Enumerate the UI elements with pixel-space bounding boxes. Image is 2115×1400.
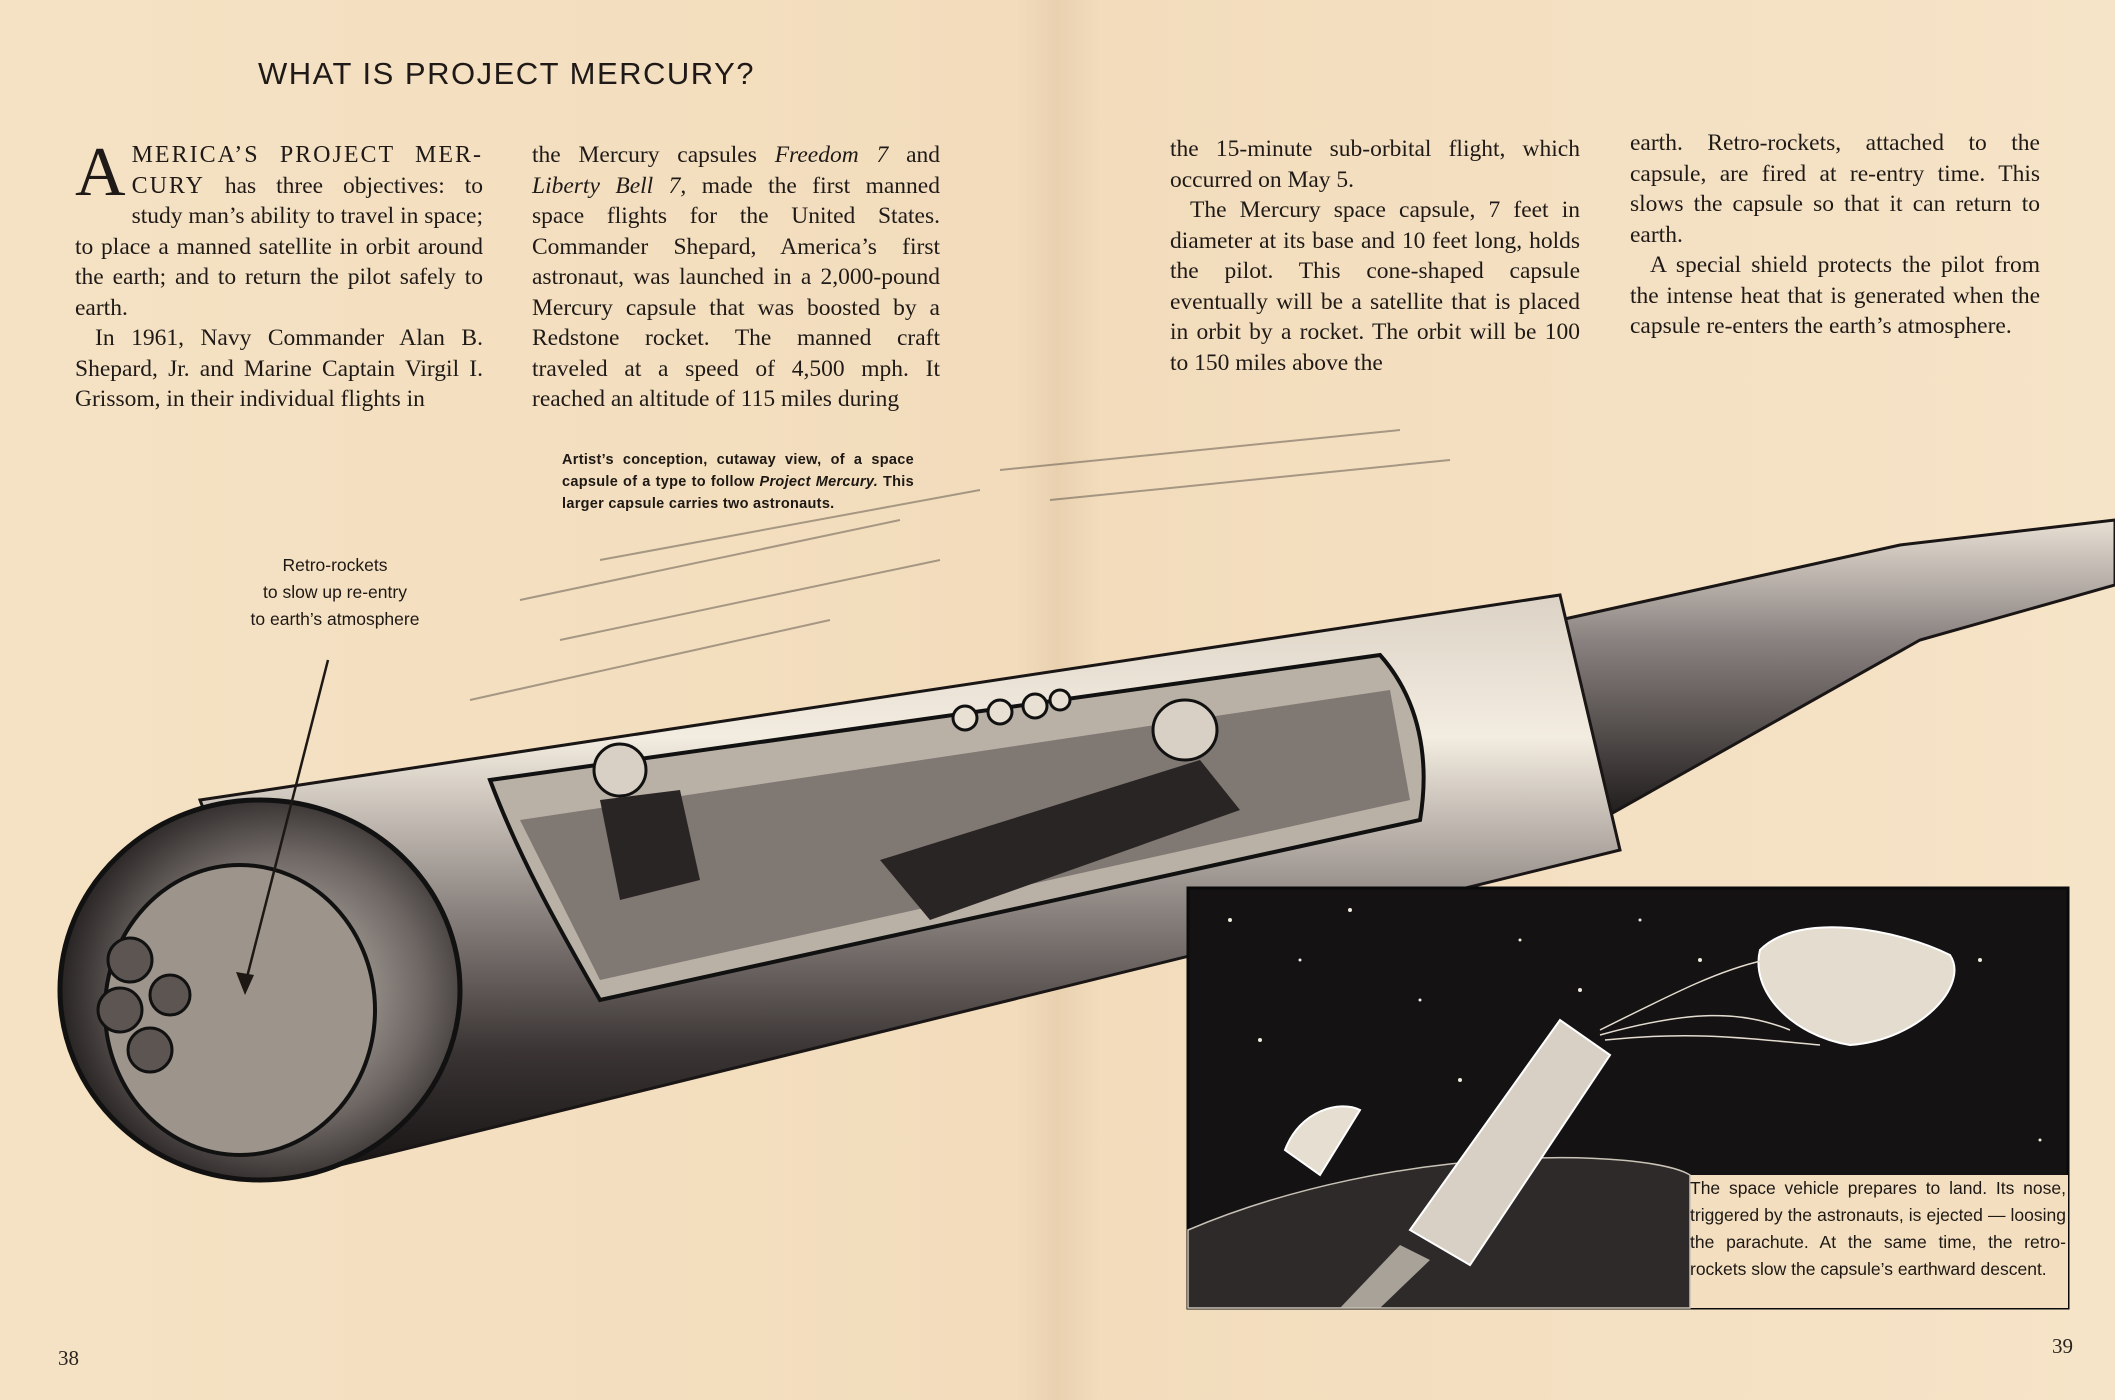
capsule-name-liberty: Liberty Bell 7,	[532, 172, 687, 199]
page-heading: WHAT IS PROJECT MERCURY?	[258, 56, 756, 91]
capsule-name-freedom: Freedom 7	[774, 142, 889, 168]
paragraph-text: and	[888, 142, 941, 168]
nose-cone	[1560, 520, 2115, 820]
paragraph-retro: earth. Retro-rockets, attached to the capsule, are fired at re-entry time. This slows the capsule so that it can return to earth.	[1630, 130, 2040, 248]
inset-caption: The space vehicle prepares to land. Its nose, triggered by the astronauts, is ejected — loosing the parachute. At the same time, the retro-rockets slow the capsule’s earthward descent.	[1690, 1178, 2066, 1279]
paragraph-capsule-size: The Mercury space capsule, 7 feet in diameter at its base and 10 feet long, holds the pilot. This cone-shaped capsule eventually will be a satellite that is placed in orbit by a rocket. The orbit will be 100 to 150 miles above the	[1170, 197, 1580, 376]
illustration-caption	[562, 449, 914, 515]
paragraph-text: made the first manned space flights for the United States. Commander Shepard, America’s first astronaut, was launched in a 2,000-pound Mercury capsule that was boosted by a Redstone rocket. The manned craft traveled at a speed of 4,500 mph. It reached an altitude of 115 miles during	[532, 172, 940, 412]
paragraph-flight: the 15-minute sub-orbital flight, which occurred on May 5.	[1170, 136, 1580, 193]
page-number-right: 39	[2052, 1334, 2073, 1358]
paragraph-text: the Mercury capsules	[532, 142, 775, 168]
callout-line: to slow up re-entry	[263, 582, 407, 602]
page-number-left: 38	[58, 1346, 79, 1370]
paragraph-shield: A special shield protects the pilot from the intense heat that is generated when the capsule re-enters the earth’s atmosphere.	[1630, 252, 2040, 339]
callout-line: to earth’s atmosphere	[250, 609, 420, 629]
lead-caps: MERICA’S PROJECT MER- CURY	[131, 142, 483, 199]
caption-italic: Project Mercury.	[759, 474, 879, 490]
drop-cap: A	[75, 134, 126, 211]
caption-text: This larger capsule carries two astronauts.	[562, 474, 914, 512]
paragraph-text: has three objectives: to study man’s ability to travel in space; to place a manned satellite in orbit around the earth; and to return the pilot safely to earth.	[75, 172, 483, 321]
paragraph-1961: In 1961, Navy Commander Alan B. Shepard, Jr. and Marine Captain Virgil I. Grissom, in their individual flights in	[75, 325, 483, 412]
caption-text: Artist’s conception, cutaway view, of a space capsule of a type to follow	[562, 452, 914, 490]
retro-rocket-housing	[105, 865, 375, 1155]
callout-line: Retro-rockets	[282, 555, 388, 575]
retro-rockets-callout	[220, 552, 450, 633]
